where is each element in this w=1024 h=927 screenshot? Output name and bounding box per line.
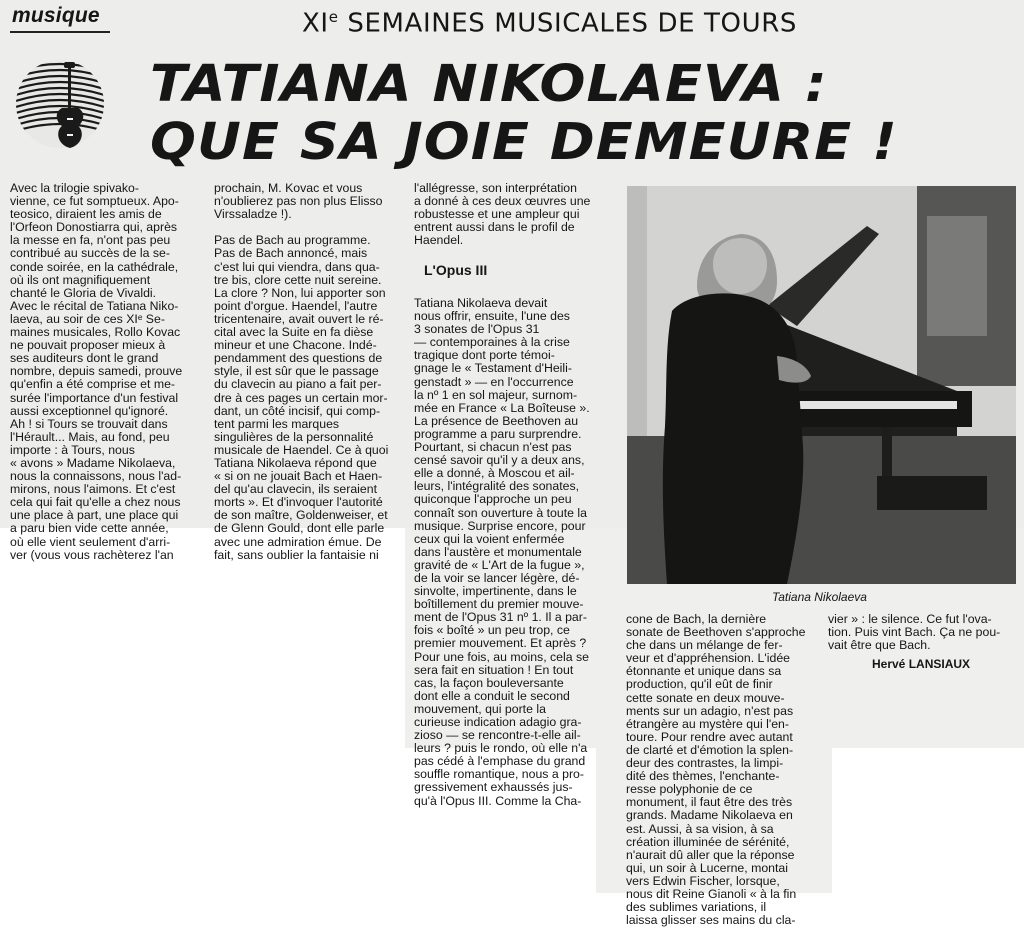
- article-column-4: cone de Bach, la dernière sonate de Beethoven s'approche che dans un mélange de fer- veur et d'appréhension. L'idée étonnante et unique dans sa production, qu'il eût de finir cette sonate en deux mouve- ments sur un adagio, n'est pas étrangère au mystère qui l'en- toure. Pour rendre avec autant de clarté et d'émotion la splen- deur des contrastes, la limpi- dité des thèmes, l'enchante- resse polyphonie de ce monument, il faut être des très grands. Madame Nikolaeva en est. Aussi, à sa vision, à sa création illuminée de sérénité, n'aurait dû aller que la réponse qui, un soir à Lucerne, montai vers Edwin Fischer, lorsque, nous dit Reine Gianoli « à la fin des sublimes variations, il laissa glisser ses mains du cla-: [626, 612, 806, 927]
- kicker-numeral: XI: [302, 8, 329, 39]
- rubric-underline: [10, 31, 110, 33]
- kicker-text: SEMAINES MUSICALES DE TOURS: [338, 8, 797, 39]
- article-headline: [150, 56, 898, 172]
- article-column-1: Avec la trilogie spivako- vienne, ce fut somptueux. Apo- teosico, diraient les amis de l'Orfeon Donostiarra qui, après la messe en fa, n'ont pas peu contribué au succès de la se- conde soirée, en la cathédrale, où ils ont magnifiquement chanté le Gloria de Vivaldi. Avec le récital de Tatiana Niko- laeva, au soir de ces XIᵉ Se- maines musicales, Rollo Kovac ne pouvait proposer mieux à ses auditeurs dont le grand nombre, depuis samedi, prouve qu'enfin a été comprise et me- surée l'importance d'un festival aussi exceptionnel qu'ignoré. Ah ! si Tours se trouvait dans l'Hérault... Mais, au fond, peu importe : à Tours, nous « avons » Madame Nikolaeva, nous la connaissons, nous l'ad- mirons, nous l'aimons. Et c'est cela qui fait qu'elle a chez nous une place à part, une place qui a paru bien vide cette année, où elle vient seulement d'arri- ver (vous vous rachèterez l'an: [10, 181, 183, 562]
- article-column-3: Tatiana Nikolaeva devait nous offrir, ensuite, l'une des 3 sonates de l'Opus 31 — contemporaines à la crise tragique dont porte témoi- gnage le « Testament d'Heili- genstadt » — en l'occurrence la nº 1 en sol majeur, surnom- mée en France « La Boîteuse ». La présence de Beethoven au programme a paru surprendre. Pourtant, si chacun n'est pas censé savoir qu'il y a deux ans, elle a donné, à Moscou et ail- leurs, l'intégralité des sonates, quiconque l'approche un peu connaît son ouverture à toute la musique. Surprise encore, pour ceux qui la voient enfermée dans l'austère et monumentale gravité de « L'Art de la fugue », de la voir se lancer légère, dé- sinvolte, impertinente, dans le boîtillement du premier mouve- ment de l'Opus 31 nº 1. Il a par- fois « boîté » un peu trop, ce premier mouvement. Et après ? Pour une fois, au moins, cela se sera fait en situation ! En tout cas, la façon bouleversante dont elle a conduit le second mouvement, qui porte la curieuse indication adagio gra- zioso — se rencontre-t-elle ail- leurs ? puis le rondo, où elle n'a pas cédé à l'emphase du grand souffle romantique, nous a pro- gressivement exhaussés jus- qu'à l'Opus III. Comme la Cha-: [414, 296, 590, 808]
- photo-pianist-at-piano: [627, 186, 1016, 584]
- article-subheading: L'Opus III: [424, 262, 488, 278]
- article-column-3-top: l'allégresse, son interprétation a donné à ces deux œuvres une robustesse et une ampleur qui entrent aussi dans le profil de Haendel.: [414, 181, 591, 248]
- photo-caption: Tatiana Nikolaeva: [772, 590, 867, 604]
- music-festival-logo-icon: [12, 56, 108, 162]
- article-column-2: prochain, M. Kovac et vous n'oublierez pas non plus Elisso Virssaladze !). Pas de Bach au programme. Pas de Bach annoncé, mais c'est lui qui viendra, dans qua- tre bis, clore cette nuit sereine. La clore ? Non, lui apporter son point d'orgue. Haendel, l'autre tricentenaire, avait ouvert le ré- cital avec la Suite en fa dièse mineur et une Chacone. Indé- pendamment des questions de style, il est sûr que le passage du clavecin au piano a fait per- dre à ces pages un certain mor- dant, un côté incisif, qui comp- tent parmi les marques singulières de la personnalité musicale de Haendel. Ce à quoi Tatiana Nikolaeva répond que « si on ne jouait Bach et Haen- del qu'au clavecin, ils seraient morts ». Et d'invoquer l'autorité de son maître, Goldenweiser, et de Glenn Gould, dont elle parle avec une admiration émue. De fait, sans oublier la fantaisie ni: [214, 181, 389, 562]
- section-rubric: musique: [12, 4, 100, 27]
- kicker-superscript: e: [328, 8, 339, 26]
- headline-line-2: QUE SA JOIE DEMEURE !: [150, 113, 898, 172]
- article-column-5: vier » : le silence. Ce fut l'ova- tion. Puis vint Bach. Ça ne pou- vait être que Bach.: [828, 612, 1001, 653]
- headline-line-1: TATIANA NIKOLAEVA :: [150, 55, 828, 114]
- author-signature: Hervé LANSIAUX: [872, 657, 971, 671]
- event-kicker: [302, 8, 797, 39]
